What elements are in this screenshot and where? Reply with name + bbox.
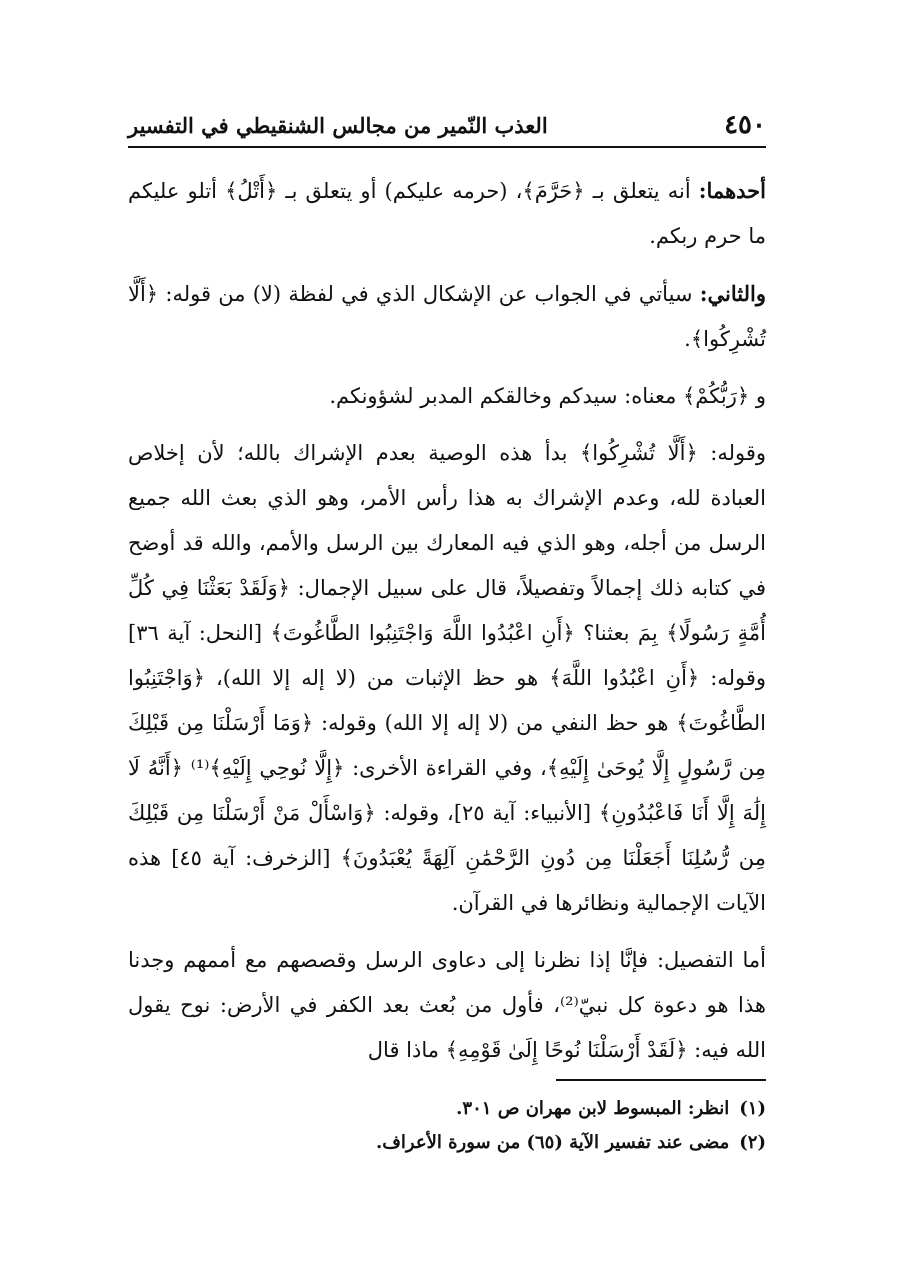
page-header xyxy=(128,108,766,142)
paragraph-text: أما التفصيل: فإنَّا إذا نظرنا إلى دعاوى الرسل وقصصهم مع أممهم وجدنا هذا هو دعوة كل نبيّ⁽²⁾، فأول من بُعث بعد الكفر في الأرض: نوح يقول الله فيه: ﴿لَقَدْ أَرْسَلْنَا نُوحًا إِلَىٰ قَوْمِهِ﴾ ماذا قال xyxy=(128,948,766,1062)
paragraph-text: سيأتي في الجواب عن الإشكال الذي في لفظة (لا) من قوله: ﴿أَلَّا تُشْرِكُوا﴾. xyxy=(128,282,766,351)
footnote-number: (١) xyxy=(739,1098,766,1119)
header-divider xyxy=(128,146,766,148)
paragraph-second-option xyxy=(128,271,766,362)
footnote-text: مضى عند تفسير الآية (٦٥) من سورة الأعراف. xyxy=(375,1132,730,1153)
paragraph-text: أنه يتعلق بـ ﴿حَرَّمَ﴾، (حرمه عليكم) أو يتعلق بـ ﴿أَتْلُ﴾ أتلو عليكم ما حرم ربكم. xyxy=(128,179,766,248)
paragraph-lead: والثاني: xyxy=(699,281,766,306)
paragraph-first-option xyxy=(128,168,766,259)
main-text xyxy=(128,168,766,1085)
running-title: العذب النّمير من مجالس الشنقيطي في التفسير xyxy=(128,112,548,138)
paragraph-text: وقوله: ﴿أَلَّا تُشْرِكُوا﴾ بدأ هذه الوصية بعدم الإشراك بالله؛ لأن إخلاص العبادة لله، وعدم الإشراك به هذا رأس الأمر، وهو الذي بعث الله جميع الرسل من أجله، وهو الذي فيه المعارك بين الرسل والأمم، والله قد أوضح في كتابه ذلك إجمالاً وتفصيلاً، قال على سبيل الإجمال: ﴿وَلَقَدْ بَعَثْنَا فِي كُلِّ أُمَّةٍ رَسُولًا﴾ بِمَ بعثنا؟ ﴿أَنِ اعْبُدُوا اللَّهَ وَاجْتَنِبُوا الطَّاغُوتَ﴾ [النحل: آية ٣٦] وقوله: ﴿أَنِ اعْبُدُوا اللَّهَ﴾ هو حظ الإثبات من (لا إله إلا الله)، ﴿وَاجْتَنِبُوا الطَّاغُوتَ﴾ هو حظ النفي من (لا إله إلا الله) وقوله: ﴿وَمَا أَرْسَلْنَا مِن قَبْلِكَ مِن رَّسُولٍ إِلَّا يُوحَىٰ إِلَيْهِ﴾، وفي القراءة الأخرى: ﴿إِلَّا نُوحِي إِلَيْهِ﴾⁽¹⁾ ﴿أَنَّهُ لَا إِلَٰهَ إِلَّا أَنَا فَاعْبُدُونِ﴾ [الأنبياء: آية ٢٥]، وقوله: ﴿وَاسْأَلْ مَنْ أَرْسَلْنَا مِن قَبْلِكَ مِن رُّسُلِنَا أَجَعَلْنَا مِن دُونِ الرَّحْمَٰنِ آلِهَةً يُعْبَدُونَ﴾ [الزخرف: آية ٤٥] هذه الآيات الإجمالية ونظائرها في القرآن. xyxy=(128,441,767,915)
paragraph-text: و ﴿رَبُّكُمْ﴾ معناه: سيدكم وخالقكم المدبر لشؤونكم. xyxy=(329,384,766,408)
paragraph-tawhid xyxy=(128,431,766,926)
footnote-text: انظر: المبسوط لابن مهران ص ٣٠١. xyxy=(456,1098,730,1119)
page-number: ٤٥٠ xyxy=(724,110,766,140)
paragraph-detail xyxy=(128,938,766,1073)
footnote-item xyxy=(128,1126,766,1160)
footnote-item xyxy=(128,1092,766,1126)
footnotes xyxy=(128,1092,766,1160)
footnote-number: (٢) xyxy=(739,1132,766,1153)
paragraph-lead: أحدهما: xyxy=(698,178,766,203)
paragraph-rabbukum xyxy=(128,374,766,419)
footnote-divider xyxy=(556,1079,766,1081)
